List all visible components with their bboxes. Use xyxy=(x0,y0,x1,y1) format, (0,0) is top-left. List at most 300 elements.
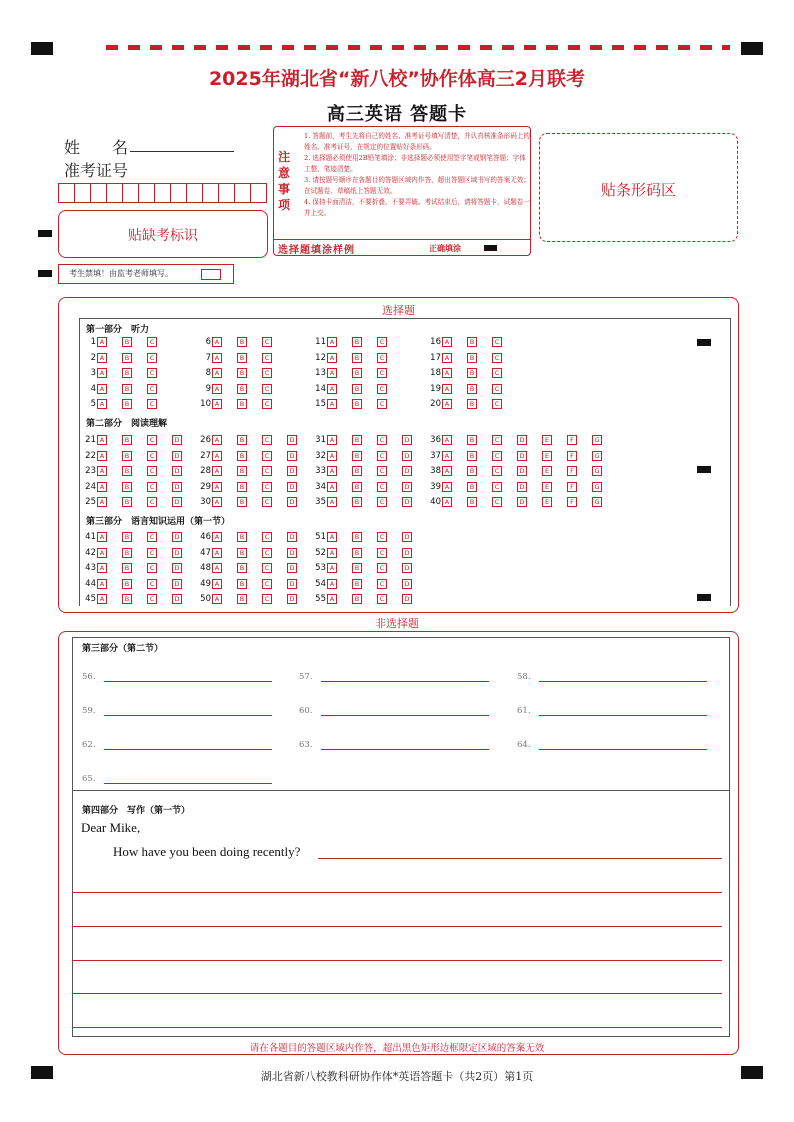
answer-bubble[interactable]: E xyxy=(542,451,552,461)
answer-blank-line[interactable] xyxy=(321,715,489,716)
answer-bubble[interactable]: B xyxy=(122,563,132,573)
answer-bubble[interactable]: B xyxy=(237,466,247,476)
exam-number-boxes[interactable] xyxy=(58,183,267,203)
answer-bubble[interactable]: A xyxy=(97,497,107,507)
answer-bubble[interactable]: B xyxy=(237,399,247,409)
question-number: 6 xyxy=(205,337,211,347)
answer-bubble[interactable]: D xyxy=(517,466,527,476)
answer-bubble[interactable]: C xyxy=(147,399,157,409)
answer-bubble[interactable]: C xyxy=(262,337,272,347)
answer-bubble[interactable]: D xyxy=(287,466,297,476)
answer-bubble[interactable]: B xyxy=(352,399,362,409)
answer-bubble[interactable]: E xyxy=(542,435,552,445)
answer-bubble[interactable]: A xyxy=(442,497,452,507)
fill-sample-label: 选择题填涂样例 xyxy=(278,245,355,256)
answer-bubble[interactable]: A xyxy=(442,451,452,461)
answer-bubble[interactable]: D xyxy=(402,451,412,461)
question-row xyxy=(80,384,172,394)
answer-bubble[interactable]: C xyxy=(262,466,272,476)
answer-bubble[interactable]: C xyxy=(147,384,157,394)
answer-bubble[interactable]: A xyxy=(97,563,107,573)
answer-bubble[interactable]: C xyxy=(492,384,502,394)
answer-bubble[interactable]: C xyxy=(377,451,387,461)
question-row xyxy=(80,451,197,461)
answer-bubble[interactable]: A xyxy=(327,548,337,558)
part-divider xyxy=(72,790,729,791)
answer-bubble[interactable]: B xyxy=(352,497,362,507)
question-number: 3 xyxy=(90,368,96,378)
answer-bubble[interactable]: B xyxy=(237,532,247,542)
answer-bubble[interactable]: A xyxy=(97,451,107,461)
answer-bubble[interactable]: F xyxy=(567,497,577,507)
answer-bubble[interactable]: B xyxy=(122,548,132,558)
answer-bubble[interactable]: C xyxy=(377,353,387,363)
answer-bubble[interactable]: A xyxy=(442,353,452,363)
missing-exam-sticker-area xyxy=(58,210,268,258)
answer-bubble[interactable]: C xyxy=(262,482,272,492)
answer-bubble[interactable]: A xyxy=(212,451,222,461)
answer-bubble[interactable]: D xyxy=(172,482,182,492)
answer-bubble[interactable]: B xyxy=(122,384,132,394)
answer-bubble[interactable]: A xyxy=(97,532,107,542)
answer-bubble[interactable]: B xyxy=(122,368,132,378)
answer-bubble[interactable]: C xyxy=(492,497,502,507)
answer-bubble[interactable]: B xyxy=(467,466,477,476)
answer-bubble[interactable]: A xyxy=(97,548,107,558)
answer-bubble[interactable]: C xyxy=(147,451,157,461)
answer-bubble[interactable]: A xyxy=(327,579,337,589)
question-number: 42 xyxy=(85,547,96,558)
answer-bubble[interactable]: G xyxy=(592,435,602,445)
answer-bubble[interactable]: C xyxy=(492,482,502,492)
answer-bubble[interactable]: C xyxy=(262,563,272,573)
question-number: 18 xyxy=(430,368,441,378)
question-number: 9 xyxy=(205,383,211,394)
absent-checkbox[interactable] xyxy=(201,269,221,280)
answer-bubble[interactable]: D xyxy=(287,482,297,492)
answer-bubble[interactable]: D xyxy=(172,466,182,476)
answer-bubble[interactable]: F xyxy=(567,435,577,445)
answer-bubble[interactable]: B xyxy=(237,384,247,394)
answer-bubble[interactable]: B xyxy=(237,451,247,461)
answer-bubble[interactable]: B xyxy=(237,337,247,347)
answer-blank-line[interactable] xyxy=(104,783,272,784)
question-number: 38 xyxy=(430,466,441,476)
answer-bubble[interactable]: C xyxy=(492,337,502,347)
answer-blank-line[interactable] xyxy=(539,715,707,716)
answer-bubble[interactable]: C xyxy=(492,353,502,363)
question-number: 8 xyxy=(205,368,211,378)
answer-bubble[interactable]: A xyxy=(212,435,222,445)
answer-bubble[interactable]: B xyxy=(237,435,247,445)
name-label: 姓 名 xyxy=(64,138,129,157)
answer-bubble[interactable]: A xyxy=(442,482,452,492)
answer-blank-line[interactable] xyxy=(539,681,707,682)
answer-bubble[interactable]: E xyxy=(542,482,552,492)
answer-bubble[interactable]: C xyxy=(147,368,157,378)
question-row xyxy=(195,563,312,573)
answer-bubble[interactable]: A xyxy=(212,563,222,573)
answer-bubble[interactable]: C xyxy=(492,368,502,378)
answer-bubble[interactable]: B xyxy=(122,594,132,604)
answer-bubble[interactable]: B xyxy=(467,368,477,378)
answer-bubble[interactable]: B xyxy=(467,384,477,394)
answer-bubble[interactable]: A xyxy=(442,435,452,445)
answer-bubble[interactable]: B xyxy=(122,482,132,492)
answer-bubble[interactable]: C xyxy=(262,435,272,445)
blank-number: 64. xyxy=(517,740,531,750)
writing-line[interactable] xyxy=(72,960,722,961)
answer-bubble[interactable]: A xyxy=(442,466,452,476)
question-number: 40 xyxy=(430,497,441,507)
answer-bubble[interactable]: B xyxy=(352,563,362,573)
question-number: 4 xyxy=(90,383,96,394)
answer-bubble[interactable]: C xyxy=(262,353,272,363)
answer-bubble[interactable]: A xyxy=(97,579,107,589)
answer-bubble[interactable]: D xyxy=(172,451,182,461)
question-row xyxy=(310,563,427,573)
question-row xyxy=(310,451,427,461)
question-row xyxy=(195,399,287,409)
answer-bubble[interactable]: D xyxy=(402,532,412,542)
notice-box xyxy=(273,126,531,256)
answer-bubble[interactable]: A xyxy=(327,594,337,604)
answer-bubble[interactable]: B xyxy=(467,353,477,363)
answer-bubble[interactable]: B xyxy=(237,579,247,589)
answer-bubble[interactable]: A xyxy=(442,399,452,409)
blank-number: 57. xyxy=(299,672,313,682)
answer-bubble[interactable]: A xyxy=(442,337,452,347)
answer-bubble[interactable]: B xyxy=(467,451,477,461)
answer-bubble[interactable]: C xyxy=(262,399,272,409)
answer-bubble[interactable]: D xyxy=(402,435,412,445)
blank-number: 59. xyxy=(82,706,96,716)
answer-bubble[interactable]: B xyxy=(122,399,132,409)
answer-bubble[interactable]: B xyxy=(122,451,132,461)
answer-bubble[interactable]: B xyxy=(352,532,362,542)
answer-bubble[interactable]: D xyxy=(402,482,412,492)
answer-bubble[interactable]: A xyxy=(327,435,337,445)
answer-bubble[interactable]: D xyxy=(517,435,527,445)
question-row xyxy=(195,497,312,507)
answer-bubble[interactable]: C xyxy=(377,482,387,492)
answer-bubble[interactable]: B xyxy=(352,384,362,394)
question-row xyxy=(80,482,197,492)
answer-bubble[interactable]: A xyxy=(212,548,222,558)
answer-bubble[interactable]: A xyxy=(327,399,337,409)
answer-bubble[interactable]: C xyxy=(262,579,272,589)
question-row xyxy=(80,399,172,409)
name-field[interactable] xyxy=(130,151,234,152)
answer-blank-line[interactable] xyxy=(104,749,272,750)
answer-bubble[interactable]: D xyxy=(517,451,527,461)
answer-bubble[interactable]: C xyxy=(147,563,157,573)
side-marker xyxy=(38,270,52,277)
top-dashed-line xyxy=(106,45,730,50)
writing-line[interactable] xyxy=(72,892,722,893)
question-number: 10 xyxy=(200,399,211,409)
answer-bubble[interactable]: B xyxy=(122,435,132,445)
answer-bubble[interactable]: B xyxy=(467,337,477,347)
answer-bubble[interactable]: A xyxy=(212,384,222,394)
answer-bubble[interactable]: B xyxy=(467,435,477,445)
answer-bubble[interactable]: A xyxy=(327,482,337,492)
answer-bubble[interactable]: A xyxy=(212,368,222,378)
answer-bubble[interactable]: G xyxy=(592,497,602,507)
answer-bubble[interactable]: B xyxy=(352,451,362,461)
question-number: 28 xyxy=(200,466,211,476)
answer-bubble[interactable]: B xyxy=(352,482,362,492)
answer-bubble[interactable]: B xyxy=(122,532,132,542)
absent-note-box xyxy=(58,264,234,284)
answer-bubble[interactable]: D xyxy=(402,579,412,589)
answer-bubble[interactable]: C xyxy=(262,451,272,461)
nonchoice-inner-frame xyxy=(72,637,730,1037)
answer-bubble[interactable]: A xyxy=(97,384,107,394)
answer-bubble[interactable]: D xyxy=(172,435,182,445)
answer-bubble[interactable]: B xyxy=(467,399,477,409)
answer-bubble[interactable]: A xyxy=(97,353,107,363)
answer-bubble[interactable]: C xyxy=(147,337,157,347)
writing-line[interactable] xyxy=(318,858,722,859)
question-row xyxy=(195,384,287,394)
answer-bubble[interactable]: C xyxy=(377,563,387,573)
question-number: 5 xyxy=(90,399,96,409)
answer-bubble[interactable]: D xyxy=(287,532,297,542)
answer-bubble[interactable]: B xyxy=(352,594,362,604)
answer-bubble[interactable]: A xyxy=(212,497,222,507)
answer-bubble[interactable]: C xyxy=(147,435,157,445)
question-row xyxy=(195,579,312,589)
answer-bubble[interactable]: C xyxy=(262,594,272,604)
part2-heading: 第二部分 阅读理解 xyxy=(86,419,168,429)
answer-bubble[interactable]: D xyxy=(287,579,297,589)
answer-bubble[interactable]: C xyxy=(492,466,502,476)
answer-bubble[interactable]: A xyxy=(327,497,337,507)
question-row xyxy=(195,451,312,461)
answer-bubble[interactable]: D xyxy=(287,563,297,573)
answer-blank-line[interactable] xyxy=(321,749,489,750)
answer-bubble[interactable]: C xyxy=(377,466,387,476)
answer-bubble[interactable]: A xyxy=(212,399,222,409)
answer-bubble[interactable]: C xyxy=(147,548,157,558)
answer-bubble[interactable]: B xyxy=(237,482,247,492)
answer-bubble[interactable]: B xyxy=(237,563,247,573)
question-row xyxy=(195,368,287,378)
answer-bubble[interactable]: B xyxy=(352,435,362,445)
answer-bubble[interactable]: D xyxy=(172,579,182,589)
question-number: 2 xyxy=(90,352,96,363)
answer-bubble[interactable]: B xyxy=(352,353,362,363)
answer-bubble[interactable]: C xyxy=(147,579,157,589)
answer-bubble[interactable]: B xyxy=(237,497,247,507)
answer-bubble[interactable]: D xyxy=(402,563,412,573)
answer-bubble[interactable]: A xyxy=(327,466,337,476)
question-number: 49 xyxy=(200,578,211,589)
answer-bubble[interactable]: C xyxy=(147,594,157,604)
answer-bubble[interactable]: C xyxy=(492,435,502,445)
answer-bubble[interactable]: A xyxy=(97,482,107,492)
question-row xyxy=(310,548,427,558)
answer-blank-line[interactable] xyxy=(321,681,489,682)
question-row xyxy=(425,353,517,363)
answer-bubble[interactable]: A xyxy=(327,384,337,394)
question-row xyxy=(195,435,312,445)
answer-blank-line[interactable] xyxy=(104,715,272,716)
answer-bubble[interactable]: A xyxy=(212,466,222,476)
answer-bubble[interactable]: D xyxy=(287,594,297,604)
answer-bubble[interactable]: C xyxy=(377,579,387,589)
answer-bubble[interactable]: F xyxy=(567,482,577,492)
answer-bubble[interactable]: D xyxy=(172,532,182,542)
question-row xyxy=(80,337,172,347)
answer-bubble[interactable]: C xyxy=(492,451,502,461)
question-number: 21 xyxy=(85,435,96,445)
answer-bubble[interactable]: B xyxy=(237,594,247,604)
answer-bubble[interactable]: F xyxy=(567,466,577,476)
answer-bubble[interactable]: B xyxy=(467,482,477,492)
answer-bubble[interactable]: G xyxy=(592,466,602,476)
answer-bubble[interactable]: B xyxy=(122,353,132,363)
nonchoice-section-title: 非选择题 xyxy=(375,617,419,630)
answer-bubble[interactable]: A xyxy=(327,368,337,378)
correct-fill-label: 正确填涂 xyxy=(429,244,461,253)
writing-line[interactable] xyxy=(72,993,722,994)
answer-bubble[interactable]: D xyxy=(172,563,182,573)
answer-bubble[interactable]: E xyxy=(542,466,552,476)
answer-bubble[interactable]: B xyxy=(237,368,247,378)
answer-bubble[interactable]: C xyxy=(377,532,387,542)
answer-bubble[interactable]: B xyxy=(352,579,362,589)
answer-bubble[interactable]: B xyxy=(122,497,132,507)
writing-line[interactable] xyxy=(72,926,722,927)
question-row xyxy=(310,435,427,445)
answer-bubble[interactable]: G xyxy=(592,482,602,492)
answer-bubble[interactable]: C xyxy=(147,466,157,476)
answer-bubble[interactable]: A xyxy=(212,532,222,542)
answer-bubble[interactable]: B xyxy=(237,353,247,363)
answer-bubble[interactable]: G xyxy=(592,451,602,461)
answer-bubble[interactable]: D xyxy=(402,466,412,476)
answer-bubble[interactable]: D xyxy=(402,594,412,604)
question-row xyxy=(310,337,402,347)
answer-bubble[interactable]: C xyxy=(262,384,272,394)
answer-bubble[interactable]: C xyxy=(147,482,157,492)
answer-bubble[interactable]: B xyxy=(122,337,132,347)
answer-bubble[interactable]: D xyxy=(172,594,182,604)
answer-bubble[interactable]: C xyxy=(262,548,272,558)
answer-bubble[interactable]: A xyxy=(442,384,452,394)
question-row xyxy=(310,399,402,409)
answer-bubble[interactable]: C xyxy=(262,368,272,378)
answer-bubble[interactable]: C xyxy=(147,497,157,507)
answer-bubble[interactable]: B xyxy=(122,466,132,476)
answer-bubble[interactable]: D xyxy=(172,548,182,558)
answer-bubble[interactable]: A xyxy=(97,399,107,409)
answer-bubble[interactable]: D xyxy=(287,435,297,445)
answer-bubble[interactable]: C xyxy=(377,435,387,445)
answer-blank-line[interactable] xyxy=(104,681,272,682)
answer-bubble[interactable]: A xyxy=(212,594,222,604)
answer-bubble[interactable]: D xyxy=(517,482,527,492)
writing-line[interactable] xyxy=(72,1027,722,1028)
part1-heading: 第一部分 听力 xyxy=(86,325,150,335)
answer-bubble[interactable]: B xyxy=(352,337,362,347)
answer-bubble[interactable]: A xyxy=(97,368,107,378)
answer-bubble[interactable]: A xyxy=(212,353,222,363)
question-number: 15 xyxy=(315,399,326,409)
answer-bubble[interactable]: C xyxy=(262,497,272,507)
answer-bubble[interactable]: A xyxy=(327,337,337,347)
answer-bubble[interactable]: B xyxy=(352,466,362,476)
answer-bubble[interactable]: B xyxy=(467,497,477,507)
answer-bubble[interactable]: A xyxy=(442,368,452,378)
answer-bubble[interactable]: A xyxy=(212,482,222,492)
answer-bubble[interactable]: C xyxy=(377,548,387,558)
answer-bubble[interactable]: A xyxy=(212,337,222,347)
question-number: 47 xyxy=(200,547,211,558)
answer-bubble[interactable]: A xyxy=(97,594,107,604)
answer-bubble[interactable]: B xyxy=(237,548,247,558)
answer-bubble[interactable]: D xyxy=(287,451,297,461)
question-number: 12 xyxy=(315,352,326,363)
answer-bubble[interactable]: A xyxy=(97,337,107,347)
question-number: 39 xyxy=(430,481,441,492)
question-number: 45 xyxy=(85,594,96,604)
answer-bubble[interactable]: C xyxy=(377,384,387,394)
answer-bubble[interactable]: A xyxy=(212,579,222,589)
answer-bubble[interactable]: A xyxy=(327,563,337,573)
answer-bubble[interactable]: C xyxy=(377,337,387,347)
answer-bubble[interactable]: D xyxy=(172,497,182,507)
answer-bubble[interactable]: C xyxy=(147,353,157,363)
answer-bubble[interactable]: F xyxy=(567,451,577,461)
question-row xyxy=(80,353,172,363)
answer-bubble[interactable]: C xyxy=(377,594,387,604)
question-row xyxy=(310,532,427,542)
answer-bubble[interactable]: A xyxy=(97,435,107,445)
answer-bubble[interactable]: C xyxy=(492,399,502,409)
answer-bubble[interactable]: D xyxy=(402,497,412,507)
answer-bubble[interactable]: C xyxy=(147,532,157,542)
question-row xyxy=(425,451,617,461)
answer-blank-line[interactable] xyxy=(539,749,707,750)
answer-bubble[interactable]: D xyxy=(402,548,412,558)
answer-bubble[interactable]: C xyxy=(377,497,387,507)
answer-bubble[interactable]: B xyxy=(352,548,362,558)
answer-bubble[interactable]: A xyxy=(327,353,337,363)
notice-item: 4. 保持卡面清洁，不要折叠、不要弄破。考试结束后，请将答题卡，试题卷一并上交。 xyxy=(304,198,530,217)
answer-bubble[interactable]: A xyxy=(327,532,337,542)
question-number: 53 xyxy=(315,563,326,573)
answer-bubble[interactable]: D xyxy=(287,497,297,507)
answer-bubble[interactable]: A xyxy=(327,451,337,461)
absent-note: 考生禁填！由监考老师填写。 xyxy=(69,269,173,278)
answer-bubble[interactable]: C xyxy=(377,399,387,409)
answer-bubble[interactable]: B xyxy=(122,579,132,589)
answer-bubble[interactable]: D xyxy=(517,497,527,507)
answer-bubble[interactable]: B xyxy=(352,368,362,378)
question-number: 29 xyxy=(200,481,211,492)
question-row xyxy=(425,368,517,378)
answer-bubble[interactable]: A xyxy=(97,466,107,476)
question-number: 27 xyxy=(200,450,211,461)
answer-bubble[interactable]: C xyxy=(262,532,272,542)
answer-bubble[interactable]: E xyxy=(542,497,552,507)
answer-bubble[interactable]: D xyxy=(287,548,297,558)
answer-bubble[interactable]: C xyxy=(377,368,387,378)
question-row xyxy=(425,337,517,347)
